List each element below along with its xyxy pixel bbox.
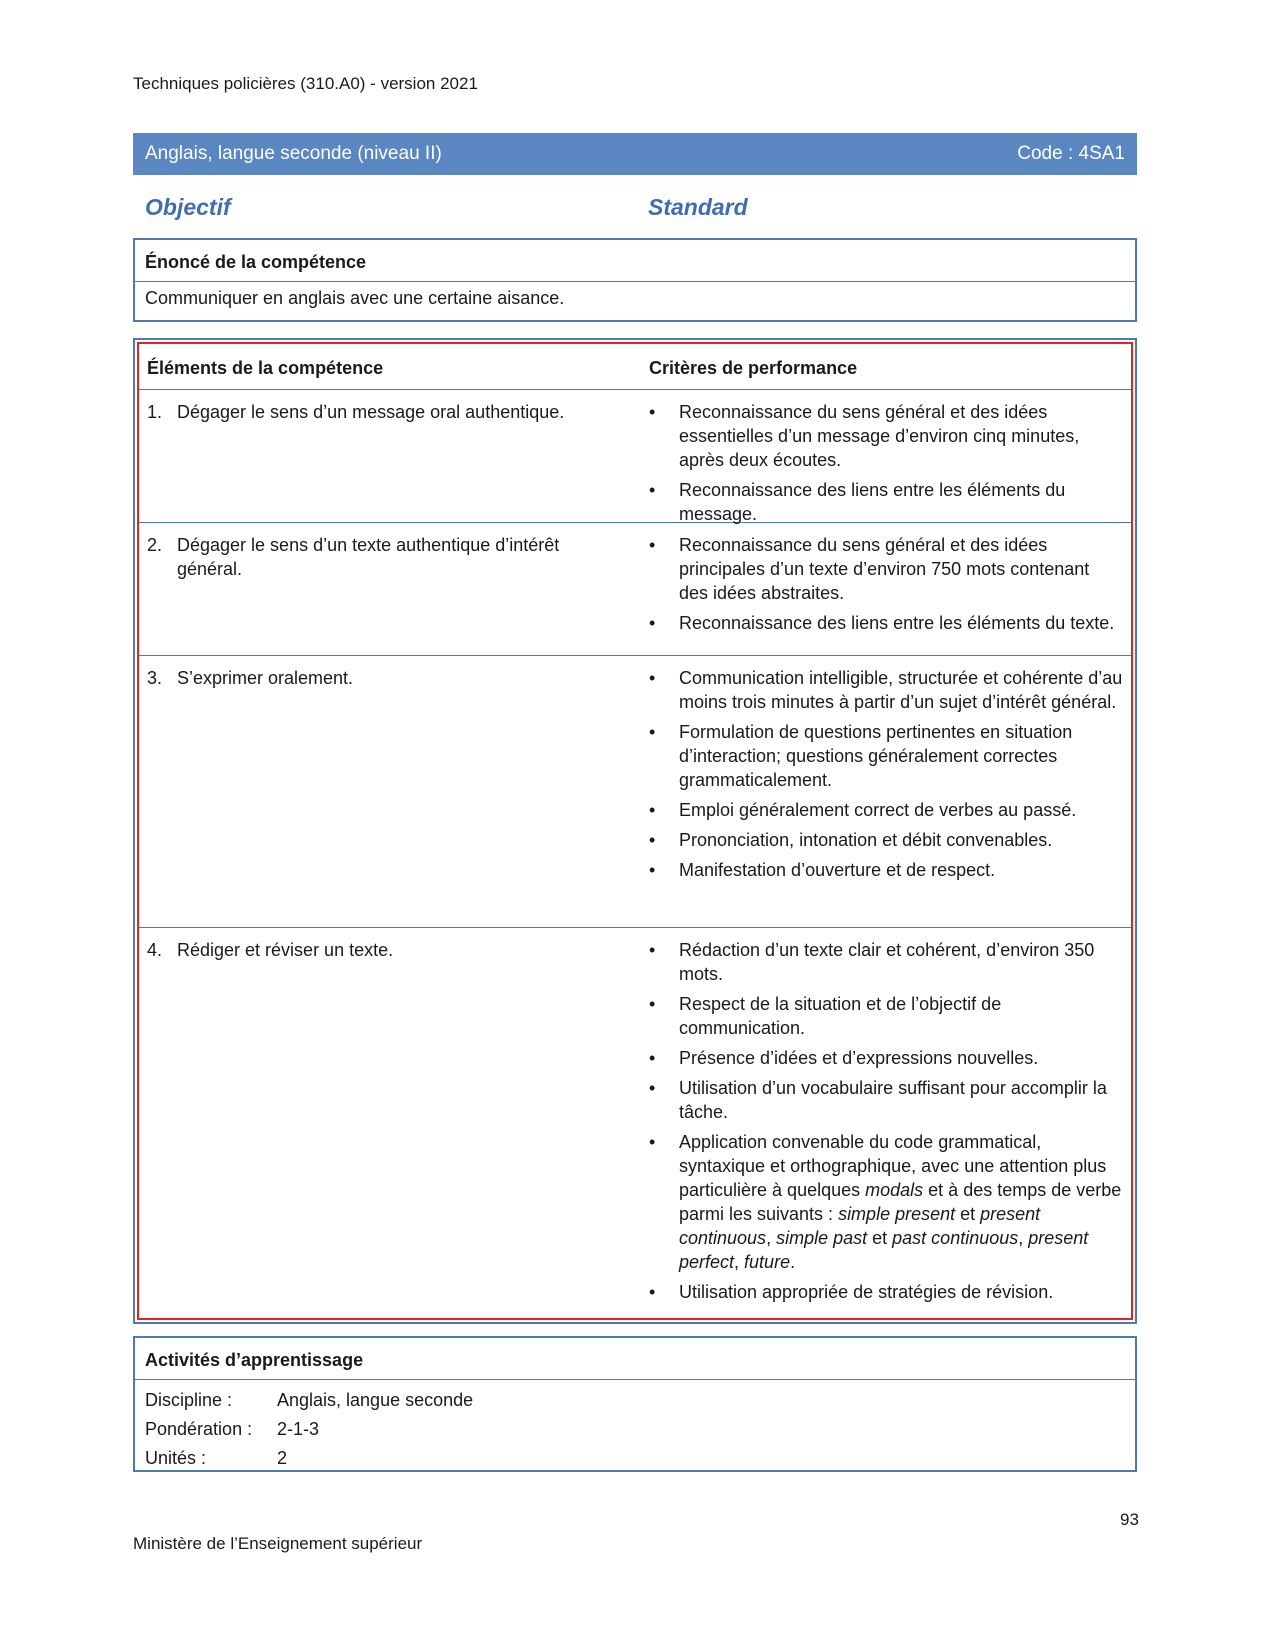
ponderation-label: Pondération : [145,1419,253,1439]
criterion-text-part: Application convenable du code grammatical, syntaxique et orthographique, avec une attention plus particulière à quelques [679,1132,1107,1200]
bullet-icon: • [649,1132,656,1152]
bullet-icon: • [649,830,656,850]
criterion-text: Communication intelligible, structurée et cohérente d’au moins trois minutes à partir d’un sujet d’intérêt général. [679,668,1123,712]
element-number: 4. [147,940,163,960]
criterion-item [649,533,1123,605]
element-number: 3. [147,668,163,688]
bullet-icon: • [649,940,656,960]
criterion-item [649,798,1123,822]
activites-box [133,1336,1137,1472]
ponderation-row [145,1415,1125,1444]
element-number: 2. [147,535,163,555]
criterion-text-part: et à des temps de verbe parmi les suivants : [679,1180,1122,1224]
criterion-text-part: et [867,1228,893,1248]
bullet-icon: • [649,800,656,820]
criterion-text-part: , [766,1228,777,1248]
element-text: Rédiger et réviser un texte. [177,940,394,960]
criterion-text [679,1130,1123,1274]
criterion-item [649,611,1123,635]
bullet-icon: • [649,722,656,742]
criterion-text: Reconnaissance des liens entre les éléments du message. [679,480,1066,524]
criterion-text: Reconnaissance des liens entre les éléments du texte. [679,613,1115,633]
bullet-icon: • [649,860,656,880]
competence-row [139,390,1131,523]
criterion-text: Respect de la situation et de l’objectif de communication. [679,994,1002,1038]
competence-row [139,656,1131,928]
competence-table-header [139,344,1131,390]
bullet-icon: • [649,668,656,688]
criterion-text-part: , [734,1252,745,1272]
competence-row [139,928,1131,1316]
term-simple-past: simple past [776,1228,868,1248]
criterion-text: Utilisation appropriée de stratégies de révision. [679,1282,1054,1302]
standard-heading: Standard [648,194,748,220]
activites-title: Activités d’apprentissage [135,1338,1135,1380]
bullet-icon: • [649,402,656,422]
activites-body [135,1380,1135,1479]
criteria-list [649,666,1123,921]
criterion-item [649,400,1123,472]
element-cell [147,400,649,516]
enonce-box [133,238,1137,322]
competence-table [133,338,1137,1324]
element-cell [147,666,649,921]
criterion-item [649,720,1123,792]
term-future: future [744,1252,791,1272]
footer-ministry: Ministère de l’Enseignement supérieur [133,1534,423,1553]
discipline-value: Anglais, langue seconde [277,1390,474,1410]
criterion-text: Reconnaissance du sens général et des idées essentielles d’un message d’environ cinq minutes, après deux écoutes. [679,402,1080,470]
criterion-item [649,1280,1123,1304]
criterion-item [649,1130,1123,1274]
bullet-icon: • [649,613,656,633]
criterion-text: Rédaction d’un texte clair et cohérent, d’environ 350 mots. [679,940,1095,984]
criterion-item [649,1046,1123,1070]
course-title-bar [133,133,1137,175]
element-cell [147,533,649,649]
element-number: 1. [147,402,163,422]
term-past-continuous: past continuous [892,1228,1019,1248]
criteria-list [649,533,1123,649]
criterion-text: Utilisation d’un vocabulaire suffisant pour accomplir la tâche. [679,1078,1107,1122]
bullet-icon: • [649,535,656,555]
criterion-text: Emploi généralement correct de verbes au passé. [679,800,1077,820]
criterion-text: Formulation de questions pertinentes en situation d’interaction; questions généralement correctes grammaticalement. [679,722,1073,790]
competence-table-inner [137,342,1133,1320]
discipline-label: Discipline : [145,1390,233,1410]
criterion-item [649,938,1123,986]
bullet-icon: • [649,480,656,500]
criterion-item [649,1076,1123,1124]
criterion-text-part: , [1018,1228,1029,1248]
criterion-item [649,858,1123,882]
competence-row [139,523,1131,656]
criteres-column-header: Critères de performance [649,358,858,378]
criterion-item [649,992,1123,1040]
bullet-icon: • [649,1078,656,1098]
criterion-text: Présence d’idées et d’expressions nouvelles. [679,1048,1039,1068]
element-text: Dégager le sens d’un texte authentique d’intérêt général. [177,535,560,579]
course-title: Anglais, langue seconde (niveau II) [145,143,442,164]
criterion-text: Reconnaissance du sens général et des idées principales d’un texte d’environ 750 mots contenant des idées abstraites. [679,535,1090,603]
course-code: Code : 4SA1 [1017,143,1125,164]
term-present-continuous: present continuous [679,1204,1041,1248]
element-text: S’exprimer oralement. [177,668,354,688]
enonce-text: Communiquer en anglais avec une certaine aisance. [145,288,565,308]
discipline-row [145,1386,1125,1415]
unites-label: Unités : [145,1448,207,1468]
criteria-list [649,400,1123,524]
bullet-icon: • [649,1048,656,1068]
element-cell [147,938,649,1310]
criterion-text: Prononciation, intonation et débit convenables. [679,830,1053,850]
criterion-item [649,828,1123,852]
criterion-item [649,666,1123,714]
term-simple-present: simple present [838,1204,956,1224]
element-text: Dégager le sens d’un message oral authentique. [177,402,565,422]
criterion-text: Manifestation d’ouverture et de respect. [679,860,996,880]
bullet-icon: • [649,1282,656,1302]
objectif-heading: Objectif [145,194,231,220]
bullet-icon: • [649,994,656,1014]
enonce-title: Énoncé de la compétence [135,240,1135,282]
unites-value: 2 [277,1448,288,1468]
unites-row [145,1444,1125,1473]
criterion-text-part: . [790,1252,796,1272]
criterion-text-part: et [955,1204,981,1224]
term-modals: modals [865,1180,924,1200]
term-present-perfect: present perfect [679,1228,1089,1272]
running-header: Techniques policières (310.A0) - version 2021 [133,74,478,93]
elements-column-header: Éléments de la compétence [147,358,384,378]
ponderation-value: 2-1-3 [277,1419,320,1439]
criterion-item [649,478,1123,526]
criteria-list [649,938,1123,1310]
page-number: 93 [1120,1510,1139,1529]
